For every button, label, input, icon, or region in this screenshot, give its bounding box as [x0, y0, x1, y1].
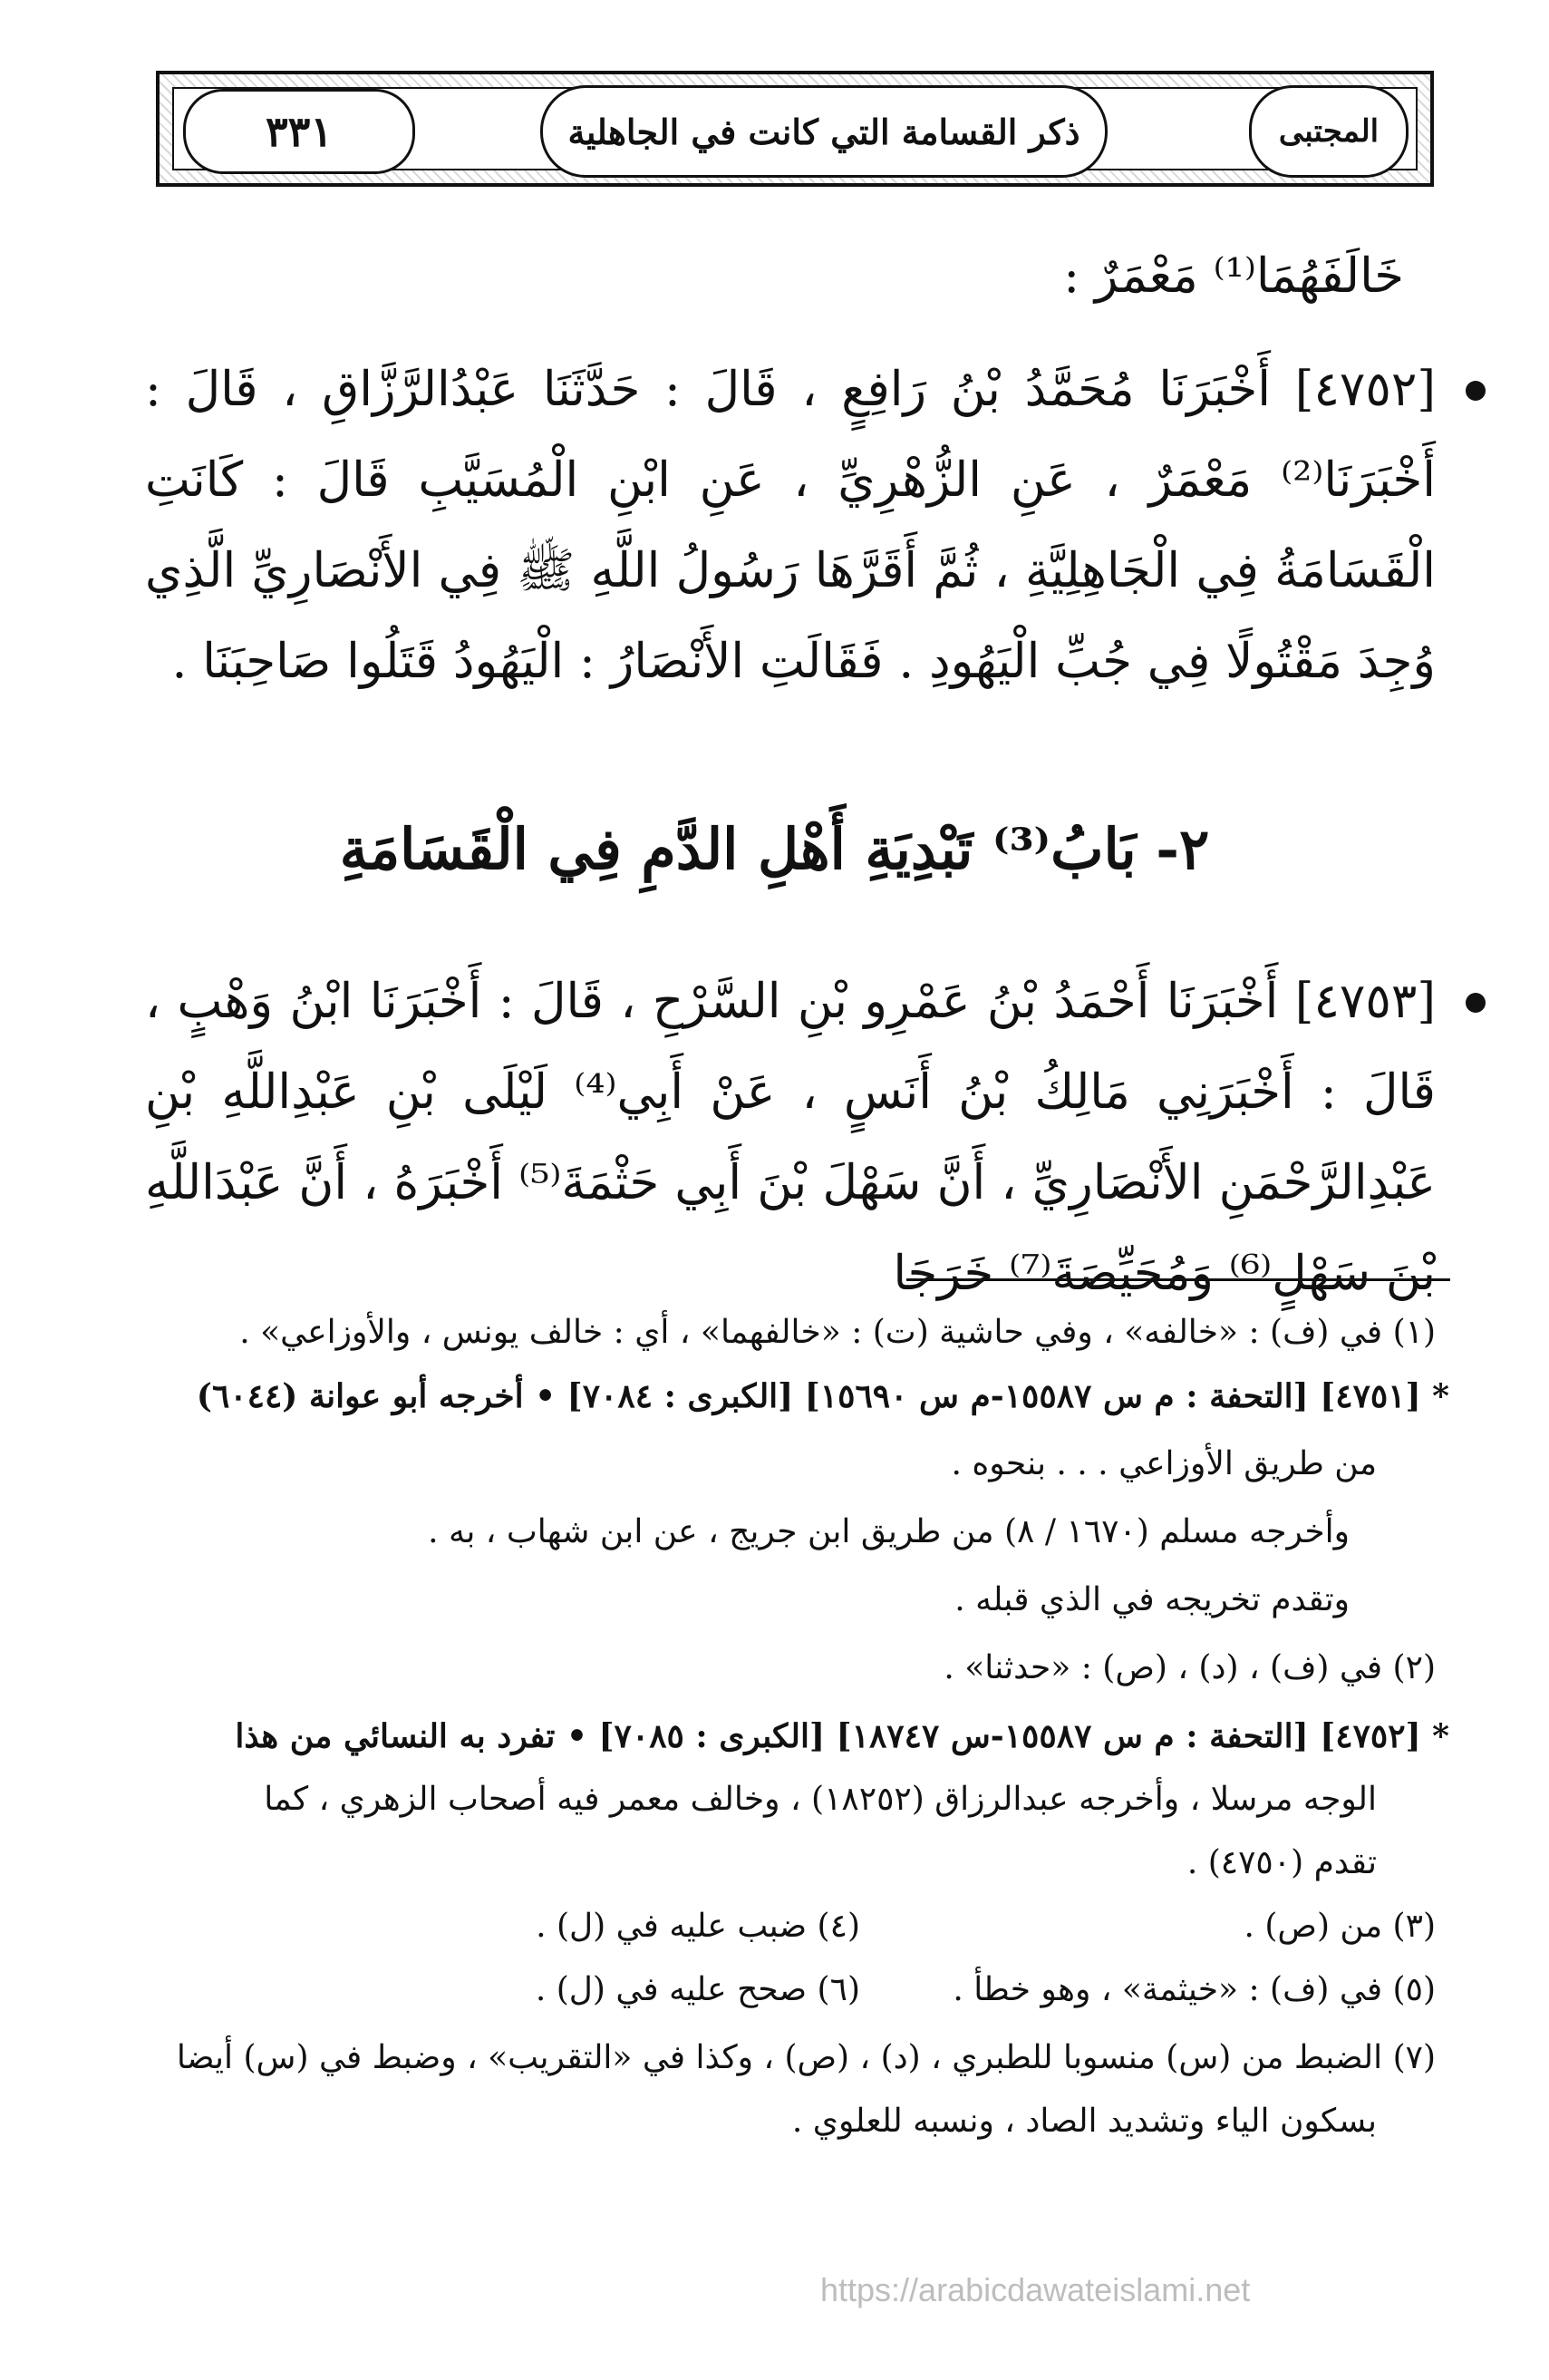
takhrij-4752-line-3: تقدم (٤٧٥٠) .: [1186, 1844, 1377, 1881]
chapter-heading: ٢- بَابُ⁽³⁾ تَبْدِيَةِ أَهْلِ الدَّمِ فِي الْقَسَامَةِ: [339, 816, 1210, 882]
footnote-7-line-1: (٧) الضبط من (س) منسوبا للطبري ، (د) ، (ص) ، وكذا في «التقريب» ، وضبط في (س) أيضا: [176, 2039, 1436, 2076]
footnote-4: (٤) ضبب عليه في (ل) .: [536, 1908, 860, 1945]
page-header: [156, 71, 1434, 187]
footnote-6: (٦) صحح عليه في (ل) .: [535, 1971, 860, 2008]
page-number: ٣٣١: [183, 89, 415, 174]
takhrij-4752-line-2: الوجه مرسلا ، وأخرجه عبدالرزاق (١٨٢٥٢) ، وخالف معمر فيه أصحاب الزهري ، كما: [264, 1781, 1377, 1818]
takhrij-4751-line-3: وأخرجه مسلم (١٦٧٠ / ٨) من طريق ابن جريج ، عن ابن شهاب ، به .: [428, 1513, 1350, 1550]
hadith-4753-text: [٤٧٥٣] أَخْبَرَنَا أَحْمَدُ بْنُ عَمْرِو بْنِ السَّرْحِ ، قَالَ : أَخْبَرَنَا ابْنُ وَهْبٍ ، قَالَ : أَخْبَرَنِي مَالِكُ بْنُ أَنَسٍ ، عَنْ أَبِي⁽⁴⁾ لَيْلَى بْنِ عَبْدِاللَّهِ بْنِ عَبْدِالرَّحْمَنِ الأَنْصَارِيِّ ، أَنَّ سَهْلَ بْنَ أَبِي حَثْمَةَ⁽⁵⁾ أَخْبَرَهُ ، أَنَّ عَبْدَاللَّهِ بْنَ سَهْلٍ⁽⁶⁾ وَمُحَيِّصَةَ⁽⁷⁾ خَرَجَا: [145, 974, 1436, 1301]
footnote-3: (٣) من (ص) .: [1244, 1908, 1436, 1945]
body-line-1: خَالَفَهُمَا⁽¹⁾ مَعْمَرٌ :: [1063, 248, 1404, 304]
footnote-5: (٥) في (ف) : «خيثمة» ، وهو خطأ .: [953, 1971, 1436, 2008]
footnote-2: (٢) في (ف) ، (د) ، (ص) : «حدثنا» .: [944, 1649, 1436, 1686]
takhrij-4751-line-4: وتقدم تخريجه في الذي قبله .: [954, 1581, 1350, 1618]
watermark-url: https://arabicdawateislami.net: [820, 2271, 1251, 2308]
hadith-4753: [145, 957, 1436, 1301]
footnote-1: (١) في (ف) : «خالفه» ، وفي حاشية (ت) : «خالفهما» ، أي : خالف يونس ، والأوزاعي» .: [239, 1314, 1436, 1351]
chapter-title: ذكر القسامة التي كانت في الجاهلية: [540, 85, 1108, 178]
takhrij-4751-line-1: * [٤٧٥١] [التحفة : م س ١٥٥٨٧-م س ١٥٦٩٠] [الكبرى : ٧٠٨٤] • أخرجه أبو عوانة (٦٠٤٤): [196, 1377, 1449, 1415]
footnote-7-line-2: بسكون الياء وتشديد الصاد ، ونسبه للعلوي .: [791, 2103, 1377, 2140]
bullet-icon: [1466, 993, 1486, 1013]
hadith-4752-text: [٤٧٥٢] أَخْبَرَنَا مُحَمَّدُ بْنُ رَافِعٍ ، قَالَ : حَدَّثَنَا عَبْدُالرَّزَّاقِ ، قَالَ : أَخْبَرَنَا⁽²⁾ مَعْمَرٌ ، عَنِ الزُّهْرِيِّ ، عَنِ ابْنِ الْمُسَيَّبِ قَالَ : كَانَتِ الْقَسَامَةُ فِي الْجَاهِلِيَّةِ ، ثُمَّ أَقَرَّهَا رَسُولُ اللَّهِ ﷺ فِي الأَنْصَارِيِّ الَّذِي وُجِدَ مَقْتُولًا فِي جُبِّ الْيَهُودِ . فَقَالَتِ الأَنْصَارُ : الْيَهُودُ قَتَلُوا صَاحِبَنَا .: [145, 362, 1436, 689]
book-name: المجتبى: [1249, 85, 1409, 178]
takhrij-4752-line-1: * [٤٧٥٢] [التحفة : م س ١٥٥٨٧-س ١٨٧٤٧] [الكبرى : ٧٠٨٥] • تفرد به النسائي من هذا: [235, 1717, 1449, 1755]
takhrij-4751-line-2: من طريق الأوزاعي . . . بنحوه .: [951, 1445, 1377, 1482]
footnote-divider: [906, 1278, 1450, 1281]
hadith-4752: [145, 345, 1436, 762]
bullet-icon: [1466, 381, 1486, 401]
